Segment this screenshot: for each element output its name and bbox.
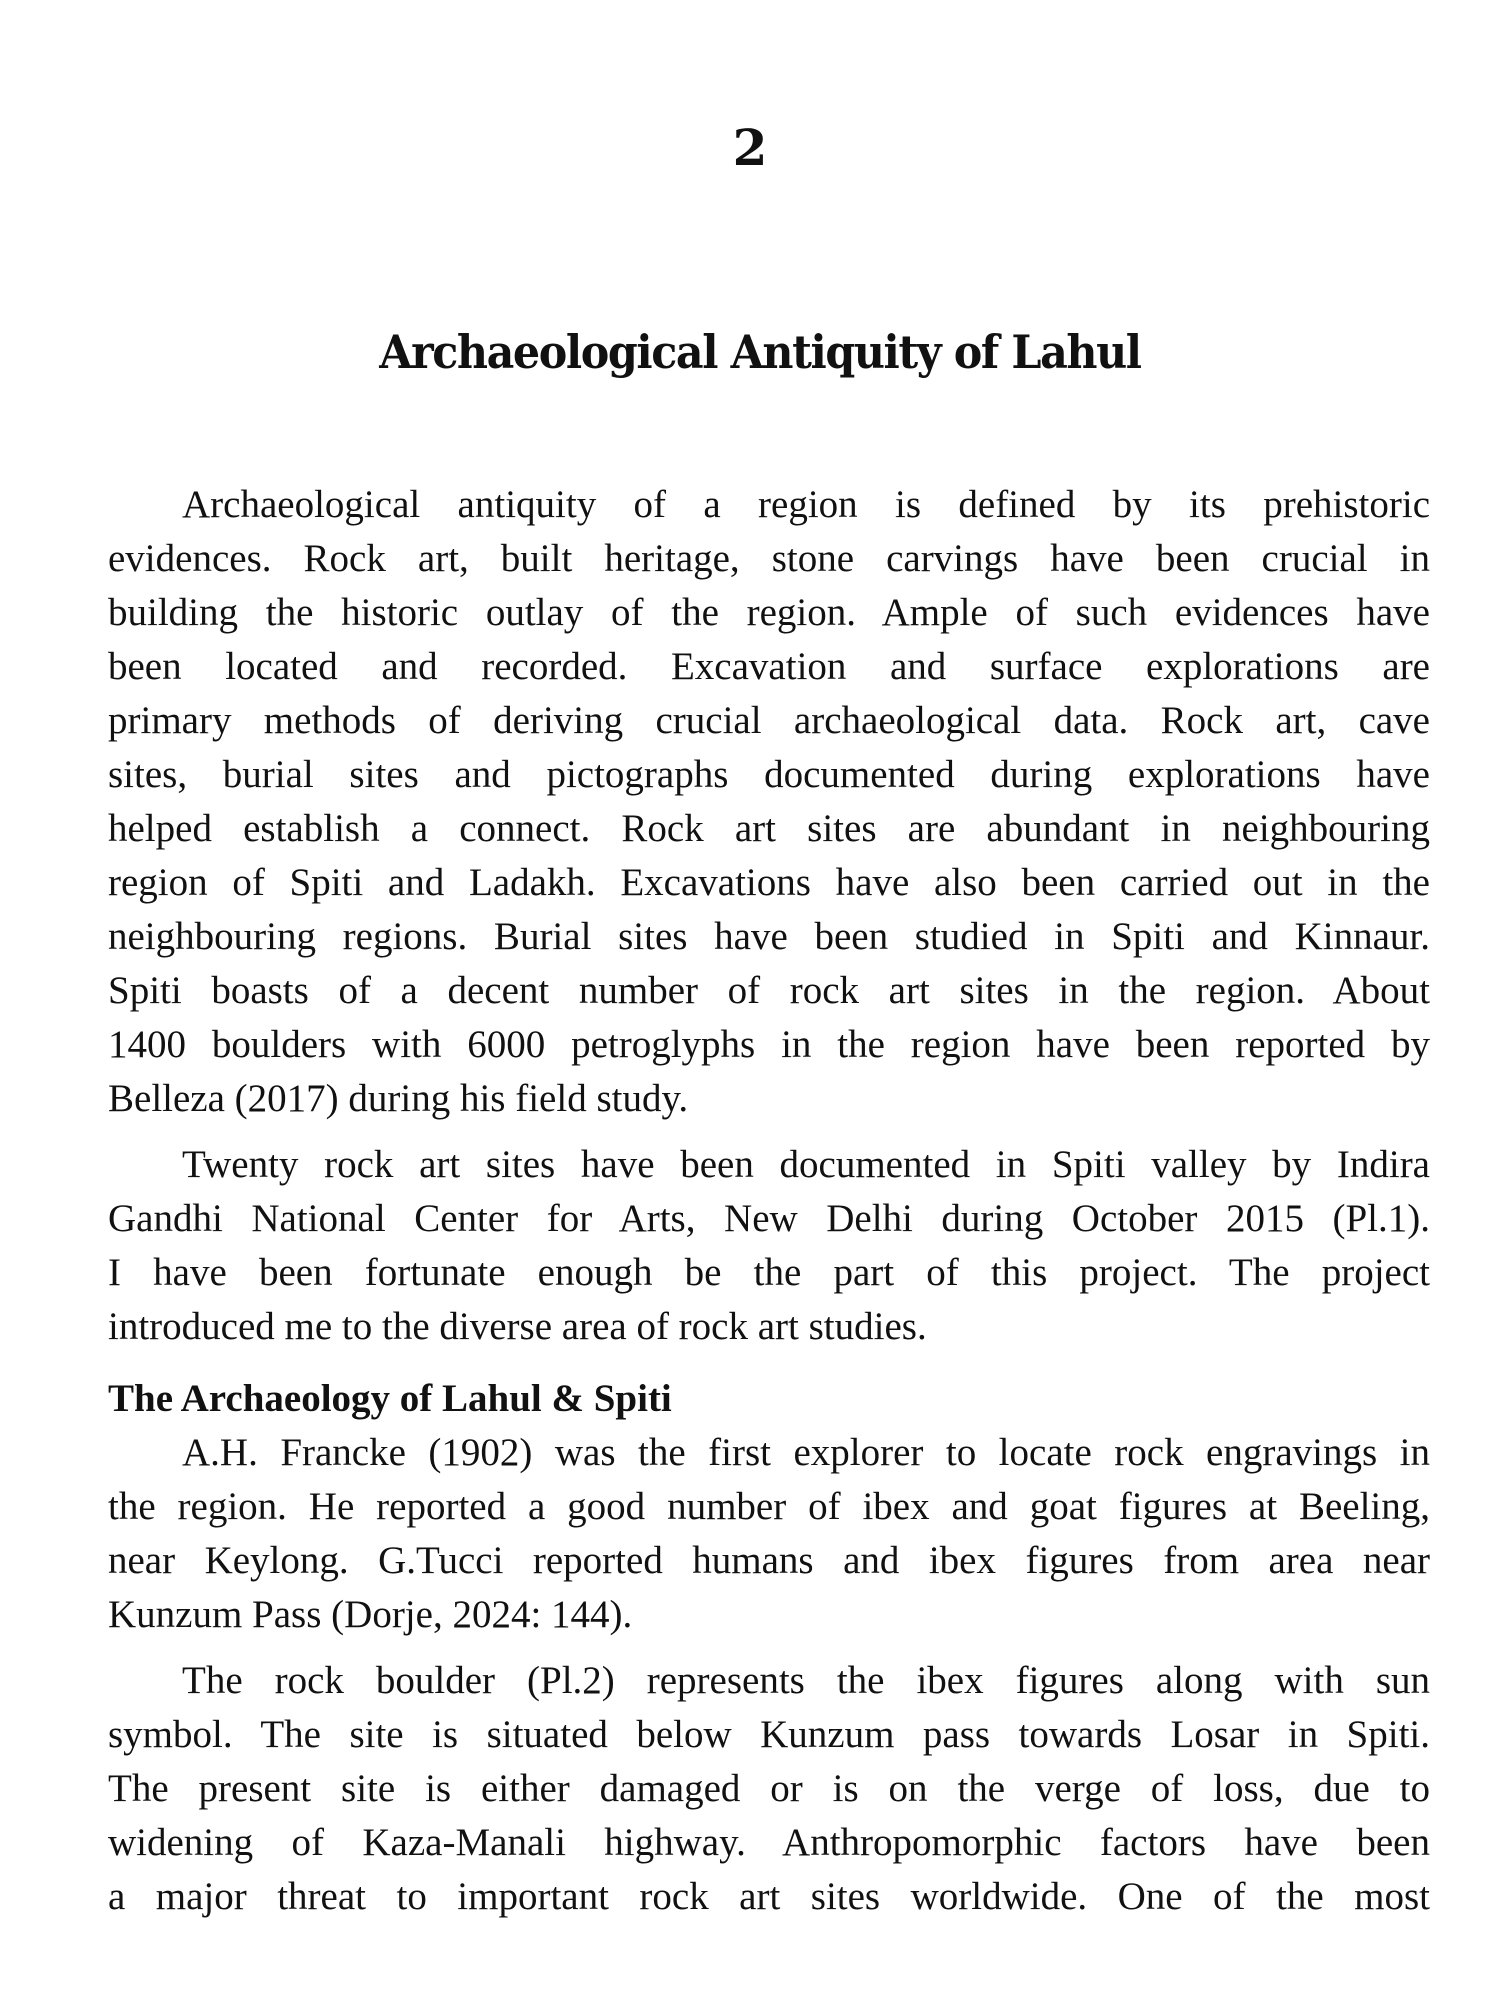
text-line: A.H. Francke (1902) was the first explorer to locate rock engravings in (182, 1431, 1430, 1474)
text-line: sites, burial sites and pictographs documented during explorations have (108, 753, 1430, 796)
text-line: Belleza (2017) during his field study. (108, 1077, 689, 1120)
paragraph (108, 1654, 1430, 1924)
text-line: Spiti boasts of a decent number of rock art sites in the region. About (108, 969, 1430, 1012)
text-line: The present site is either damaged or is on the verge of loss, due to (108, 1767, 1430, 1810)
text-line: neighbouring regions. Burial sites have been studied in Spiti and Kinnaur. (108, 915, 1430, 958)
text-line: a major threat to important rock art sites worldwide. One of the most (108, 1875, 1430, 1918)
chapter-number: 2 (732, 118, 768, 177)
paragraph (108, 1426, 1430, 1642)
chapter-title: Archaeological Antiquity of Lahul (379, 325, 1141, 379)
text-line: symbol. The site is situated below Kunzum pass towards Losar in Spiti. (108, 1713, 1430, 1756)
paragraph (108, 1138, 1430, 1354)
text-line: Kunzum Pass (Dorje, 2024: 144). (108, 1593, 633, 1636)
body-text (108, 478, 1430, 1936)
section-heading: The Archaeology of Lahul & Spiti (108, 1377, 672, 1420)
text-line: building the historic outlay of the region. Ample of such evidences have (108, 591, 1430, 634)
text-line: Twenty rock art sites have been documented in Spiti valley by Indira (182, 1143, 1430, 1186)
text-line: introduced me to the diverse area of rock art studies. (108, 1305, 927, 1348)
text-line: primary methods of deriving crucial archaeological data. Rock art, cave (108, 699, 1430, 742)
text-line: Archaeological antiquity of a region is defined by its prehistoric (182, 483, 1430, 526)
text-line: been located and recorded. Excavation and surface explorations are (108, 645, 1430, 688)
paragraph (108, 478, 1430, 1126)
text-line: the region. He reported a good number of ibex and goat figures at Beeling, (108, 1485, 1430, 1528)
text-line: The rock boulder (Pl.2) represents the ibex figures along with sun (182, 1659, 1430, 1702)
text-line: widening of Kaza-Manali highway. Anthropomorphic factors have been (108, 1821, 1430, 1864)
text-line: 1400 boulders with 6000 petroglyphs in the region have been reported by (108, 1023, 1430, 1066)
text-line: I have been fortunate enough be the part of this project. The project (108, 1251, 1430, 1294)
text-line: evidences. Rock art, built heritage, stone carvings have been crucial in (108, 537, 1430, 580)
text-line: near Keylong. G.Tucci reported humans and ibex figures from area near (108, 1539, 1430, 1582)
text-line: helped establish a connect. Rock art sites are abundant in neighbouring (108, 807, 1430, 850)
text-line: Gandhi National Center for Arts, New Delhi during October 2015 (Pl.1). (108, 1197, 1430, 1240)
text-line: region of Spiti and Ladakh. Excavations have also been carried out in the (108, 861, 1430, 904)
